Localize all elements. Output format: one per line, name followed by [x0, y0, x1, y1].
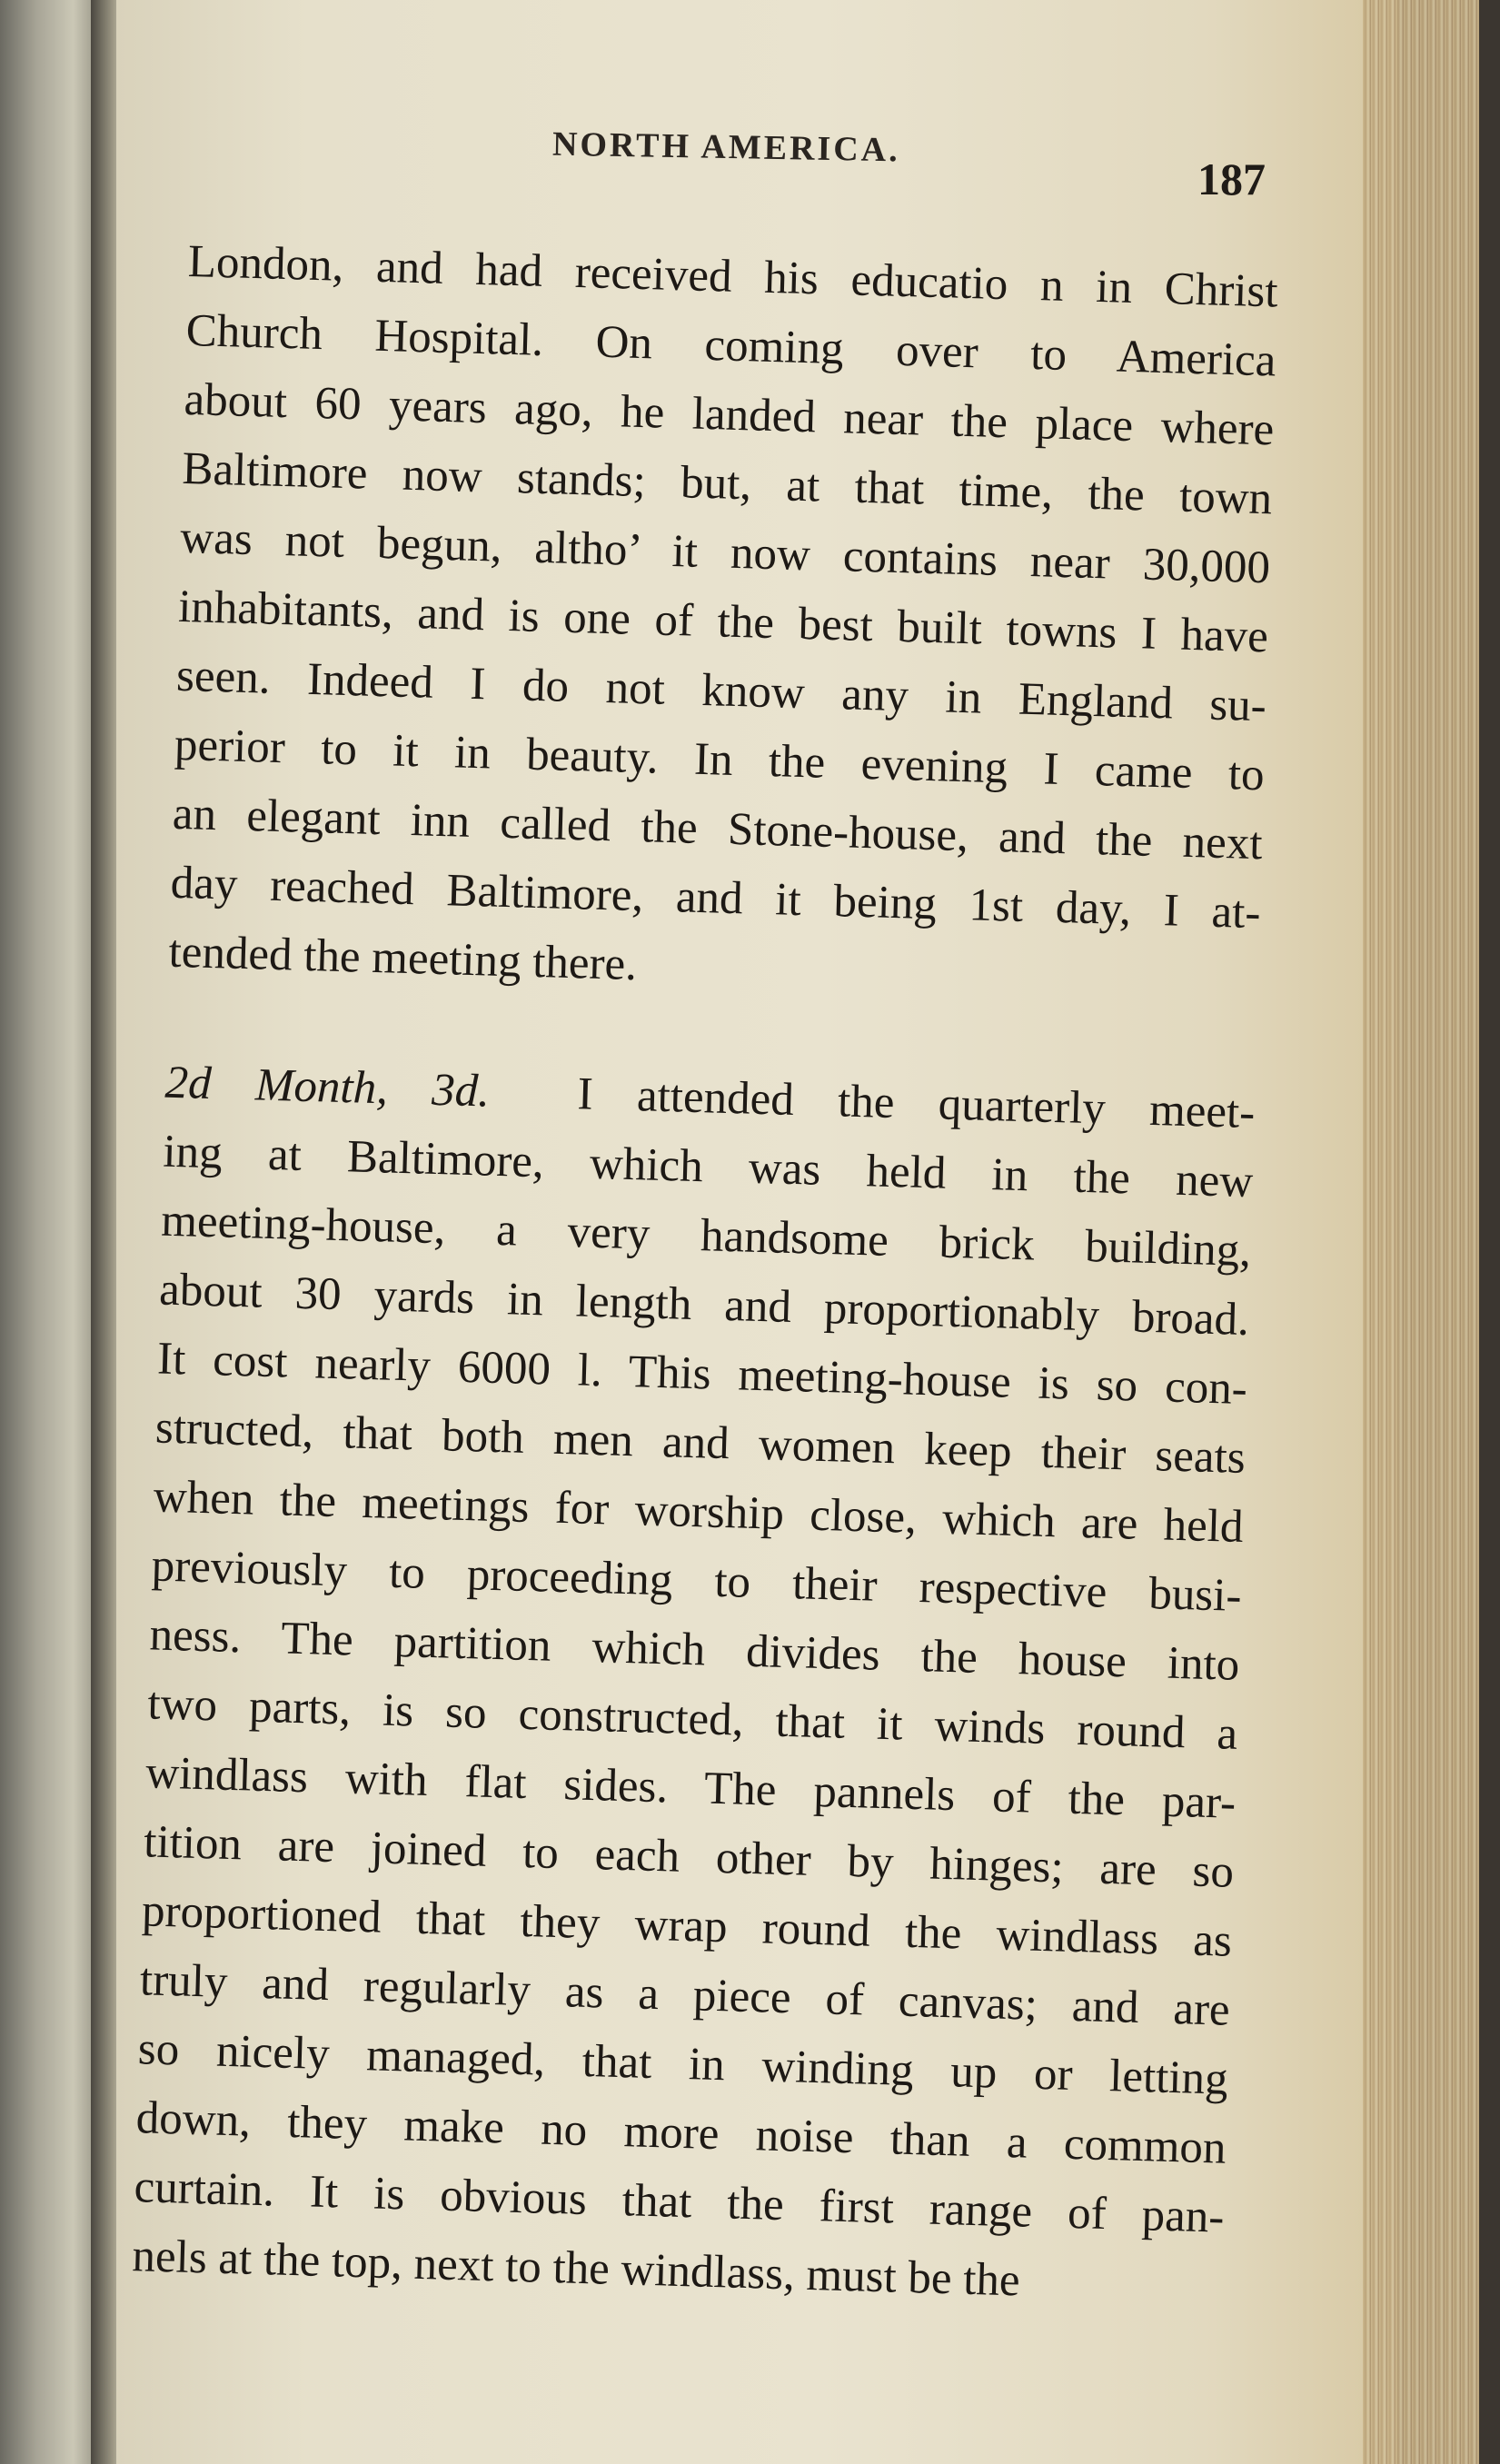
text-line: structed, that both men and women keep their seats [154, 1402, 1247, 1484]
text-line: when the meetings for worship close, which are held [153, 1471, 1245, 1553]
dateline: 2d Month, 3d. [164, 1057, 491, 1118]
text-line: about 60 years ago, he landed near the place where [183, 373, 1276, 456]
text-line: day reached Baltimore, and it being 1st day, I at- [170, 857, 1262, 939]
text-line: previously to proceeding to their respective busi- [151, 1540, 1243, 1622]
text-line: truly and regularly as a piece of canvas; and are [139, 1954, 1231, 2036]
text-line: two parts, is so constructed, that it winds round a [146, 1678, 1238, 1760]
text-line: meeting-house, a very handsome brick building, [160, 1195, 1252, 1277]
text-line: Baltimore now stands; but, at that time, the town [181, 442, 1273, 525]
book-cover-edge [1479, 0, 1500, 2464]
text-line: was not begun, altho’ it now contains near 30,000 [179, 512, 1271, 594]
page-number: 187 [1197, 154, 1266, 204]
text-line: It cost nearly 6000 l. This meeting-house is so con- [156, 1333, 1248, 1416]
text-line: about 30 yards in length and proportionably broad. [158, 1264, 1250, 1346]
text-line: an elegant inn called the Stone-house, and the next [172, 788, 1264, 870]
text-line: down, they make no more noise than a common [135, 2092, 1227, 2174]
text-line: ness. The partition which divides the house into [148, 1609, 1241, 1691]
text-line: seen. Indeed I do not know any in England su- [175, 650, 1267, 732]
body-text [132, 227, 1279, 2321]
text-line: nels at the top, next to the windlass, must be the [131, 2231, 1021, 2307]
text-line: curtain. It is obvious that the first range of pan- [133, 2161, 1226, 2243]
text-line: inhabitants, and is one of the best built towns I have [177, 581, 1269, 663]
text-line: perior to it in beauty. In the evening I came to [174, 719, 1266, 801]
text-line: so nicely managed, that in winding up or letting [137, 2023, 1229, 2105]
text-line: windlass with flat sides. The pannels of the par- [144, 1747, 1237, 1829]
book-page [116, 0, 1397, 2464]
paragraph-1 [168, 227, 1279, 1017]
first-line-text: I attended the quarterly meet- [576, 1068, 1257, 1139]
facing-page-edge [0, 0, 104, 2464]
text-line: proportioned that they wrap round the windlass as [141, 1885, 1233, 1967]
text-line: tended the meeting there. [167, 926, 638, 991]
text-line: Church Hospital. On coming over to America [185, 304, 1277, 387]
paragraph-2 [132, 1048, 1257, 2321]
running-title: NORTH AMERICA. [551, 124, 901, 170]
text-line: ing at Baltimore, which was held in the new [162, 1126, 1254, 1208]
text-line: London, and had received his educatio n in Christ [187, 235, 1279, 318]
text-line: tition are joined to each other by hinges; are so [143, 1816, 1235, 1898]
